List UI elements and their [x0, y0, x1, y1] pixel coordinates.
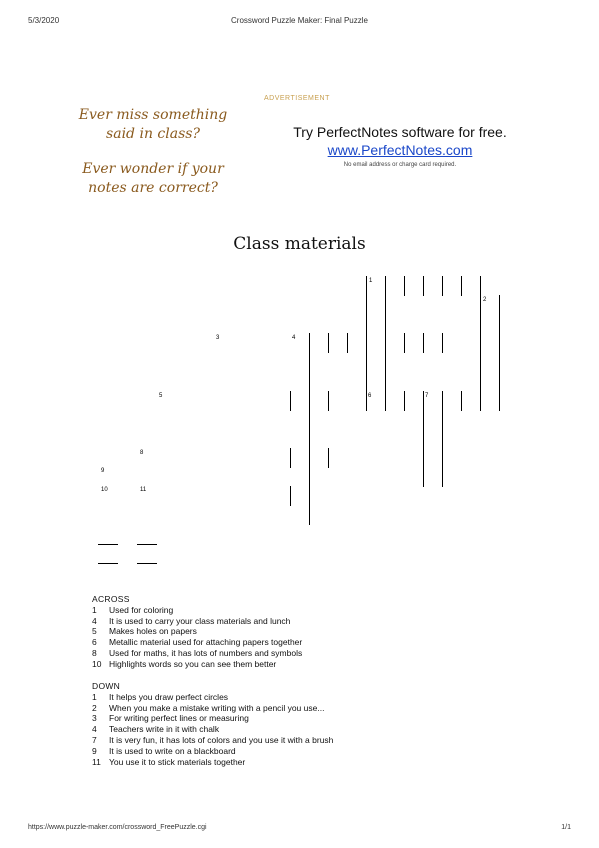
grid-line	[461, 391, 462, 411]
ad-fine-print: No email address or charge card required.	[343, 162, 457, 168]
grid-line	[404, 391, 405, 411]
clue-item	[92, 637, 302, 648]
grid-line	[480, 276, 481, 411]
ad-call-to-action: Try PerfectNotes software for free.	[293, 124, 507, 140]
grid-line	[137, 563, 157, 564]
advertisement-label: ADVERTISEMENT	[264, 95, 330, 102]
clue-num: 8	[92, 647, 97, 658]
clue-item	[92, 605, 302, 616]
clue-item	[92, 648, 302, 659]
clue-text: When you make a mistake writing with a pencil you use...	[109, 702, 325, 713]
grid-line	[366, 276, 367, 411]
clue-text: It is used to write on a blackboard	[109, 745, 236, 756]
print-footer-url: https://www.puzzle-maker.com/crossword_FreePuzzle.cgi	[28, 824, 207, 831]
grid-line	[347, 333, 348, 353]
across-heading: ACROSS	[92, 594, 130, 604]
clue-text: Metallic material used for attaching papers together	[109, 637, 303, 648]
clue-item	[92, 659, 302, 670]
puzzle-title: Class materials	[233, 234, 366, 254]
clue-num: 4	[92, 724, 97, 735]
clue-num: 3	[92, 713, 97, 724]
clue-item	[92, 746, 333, 757]
clue-number-7: 7	[425, 393, 429, 399]
ad-hand-line: Ever wonder if your	[82, 161, 224, 177]
clue-item	[92, 703, 333, 714]
grid-line	[442, 276, 443, 296]
clue-number-9: 9	[101, 468, 105, 474]
clue-text: It helps you draw perfect circles	[109, 691, 229, 702]
grid-line	[423, 333, 424, 353]
grid-line	[423, 391, 424, 487]
clue-num: 10	[92, 658, 102, 669]
down-heading: DOWN	[92, 681, 121, 691]
grid-line	[423, 276, 424, 296]
clue-num: 4	[92, 615, 97, 626]
grid-line	[442, 333, 443, 353]
clue-item	[92, 724, 333, 735]
clue-text: Highlights words so you can see them better	[109, 658, 277, 669]
clue-text: Used for coloring	[109, 604, 174, 615]
clue-num: 1	[92, 691, 97, 702]
clue-num: 7	[92, 734, 97, 745]
clue-number-6: 6	[368, 393, 372, 399]
grid-line	[328, 391, 329, 411]
grid-line	[98, 544, 118, 545]
clue-text: For writing perfect lines or measuring	[109, 713, 249, 724]
ad-hand-line: said in class?	[106, 126, 200, 142]
clue-text: Makes holes on papers	[109, 626, 197, 637]
ad-handwritten-text-2	[68, 160, 238, 198]
clue-item	[92, 616, 302, 627]
clue-num: 6	[92, 637, 97, 648]
ad-hand-line: notes are correct?	[88, 180, 218, 196]
clue-item	[92, 735, 333, 746]
grid-line	[98, 563, 118, 564]
clue-text: You use it to stick materials together	[109, 756, 246, 767]
clue-number-1: 1	[369, 278, 373, 284]
clue-number-3: 3	[216, 335, 220, 341]
print-page-number: 1/1	[561, 824, 571, 831]
grid-line	[290, 486, 291, 506]
clue-number-8: 8	[140, 450, 144, 456]
grid-line	[290, 391, 291, 411]
grid-line	[404, 333, 405, 353]
clue-item	[92, 626, 302, 637]
clue-text: Teachers write in it with chalk	[109, 724, 220, 735]
clue-number-5: 5	[159, 393, 163, 399]
clue-num: 2	[92, 702, 97, 713]
grid-line	[328, 333, 329, 353]
down-clues	[92, 681, 333, 767]
ad-link[interactable]: www.PerfectNotes.com	[327, 142, 473, 158]
clue-number-2: 2	[483, 297, 487, 303]
print-date: 5/3/2020	[28, 16, 60, 25]
clue-number-11: 11	[140, 487, 147, 493]
grid-line	[328, 448, 329, 468]
clue-text: Used for maths, it has lots of numbers and symbols	[109, 647, 303, 658]
grid-line	[385, 276, 386, 411]
clue-number-10: 10	[101, 487, 108, 493]
across-clues	[92, 594, 302, 670]
clue-item	[92, 692, 333, 703]
grid-line	[404, 276, 405, 296]
clue-num: 9	[92, 745, 97, 756]
clue-text: It is very fun, it has lots of colors and you use it with a brush	[109, 734, 334, 745]
clue-item	[92, 757, 333, 768]
grid-line	[499, 295, 500, 411]
grid-line	[290, 448, 291, 468]
grid-line	[137, 544, 157, 545]
clue-number-4: 4	[292, 335, 296, 341]
clue-num: 11	[92, 756, 101, 767]
clue-num: 1	[92, 604, 97, 615]
grid-line	[461, 276, 462, 296]
ad-hand-line: Ever miss something	[78, 107, 228, 123]
grid-line	[309, 333, 310, 525]
ad-handwritten-text-1	[68, 106, 238, 144]
grid-line	[442, 391, 443, 487]
clue-text: It is used to carry your class materials and lunch	[109, 615, 291, 626]
clue-item	[92, 713, 333, 724]
clue-num: 5	[92, 626, 97, 637]
print-header-title: Crossword Puzzle Maker: Final Puzzle	[231, 16, 368, 25]
